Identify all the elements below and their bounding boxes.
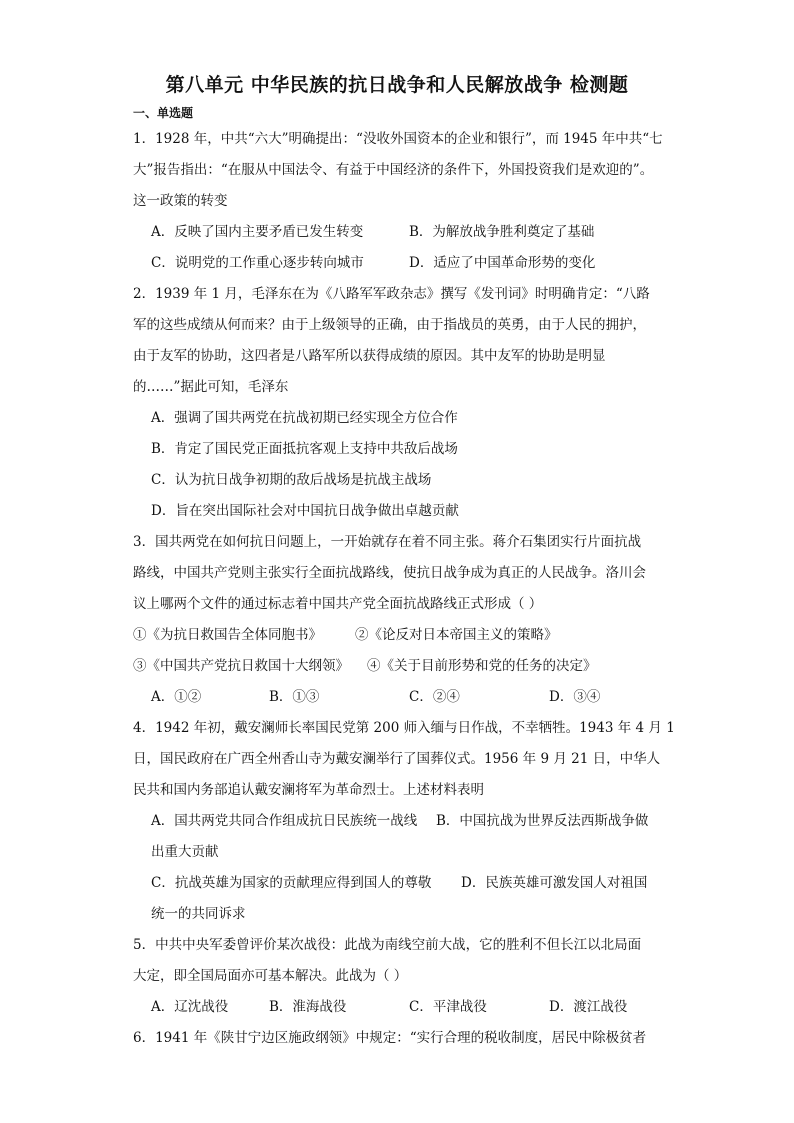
q2-line-1: 2．1939 年 1 月，毛泽东在为《八路军军政杂志》撰写《发刊词》时明确肯定：“八路 bbox=[133, 286, 650, 302]
q1-options-row-1 bbox=[133, 217, 663, 248]
q1-options-row-2 bbox=[133, 248, 663, 279]
q2-option-a[interactable]: A．强调了国共两党在抗战初期已经实现全方位合作 bbox=[151, 410, 458, 426]
q3-items-row-2 bbox=[133, 651, 663, 682]
q2-line-3: 由于友军的协助，这四者是八路军所以获得成绩的原因。其中友军的协助是明显 bbox=[133, 348, 606, 364]
q1-option-d[interactable]: D．适应了中国革命形势的变化 bbox=[409, 255, 596, 271]
q4-option-d-continued: 统一的共同诉求 bbox=[151, 906, 246, 922]
q1-option-a[interactable]: A．反映了国内主要矛盾已发生转变 bbox=[151, 224, 364, 240]
q3-item-4: ④《关于目前形势和党的任务的决定》 bbox=[367, 658, 597, 674]
q2-option-d[interactable]: D．旨在突出国际社会对中国抗日战争做出卓越贡献 bbox=[151, 503, 459, 519]
q5-options-row bbox=[133, 992, 663, 1023]
q4-options-row-2 bbox=[133, 868, 663, 899]
q3-item-3: ③《中国共产党抗日救国十大纲领》 bbox=[133, 658, 349, 674]
q5-option-a[interactable]: A．辽沈战役 bbox=[151, 999, 229, 1015]
question-list bbox=[133, 124, 675, 1054]
q3-option-d[interactable]: D．③④ bbox=[549, 689, 601, 705]
q3-line-2: 路线，中国共产党则主张实行全面抗战路线，使抗日战争成为真正的人民战争。洛川会 bbox=[133, 565, 646, 581]
q4-options-row-1 bbox=[133, 806, 663, 837]
q3-item-1: ①《为抗日救国告全体同胞书》 bbox=[133, 627, 322, 643]
q4-option-d[interactable]: D．民族英雄可激发国人对祖国 bbox=[461, 875, 648, 891]
q1-line-2: 大”报告指出：“在服从中国法令、有益于中国经济的条件下，外国投资我们是欢迎的”。 bbox=[133, 162, 654, 178]
q3-option-b[interactable]: B．①③ bbox=[269, 689, 320, 705]
q4-line-1: 4．1942 年初，戴安澜师长率国民党第 200 师入缅与日作战，不幸牺牲。1943 年 4 月 1 bbox=[133, 720, 675, 736]
q2-line-2: 军的这些成绩从何而来？由于上级领导的正确，由于指战员的英勇，由于人民的拥护， bbox=[133, 317, 646, 333]
page-title: 第八单元 中华民族的抗日战争和人民解放战争 检测题 bbox=[165, 74, 629, 96]
q3-items-row-1 bbox=[133, 620, 663, 651]
q5-option-d[interactable]: D．渡江战役 bbox=[549, 999, 628, 1015]
q3-item-2: ②《论反对日本帝国主义的策略》 bbox=[355, 627, 558, 643]
q4-line-2: 日，国民政府在广西全州香山寺为戴安澜举行了国葬仪式。1956 年 9 月 21 日，中华人 bbox=[133, 751, 661, 767]
q3-option-a[interactable]: A．①② bbox=[151, 689, 202, 705]
q1-option-b[interactable]: B．为解放战争胜利奠定了基础 bbox=[409, 224, 595, 240]
q4-option-b[interactable]: B．中国抗战为世界反法西斯战争做 bbox=[436, 813, 649, 829]
q1-option-c[interactable]: C．说明党的工作重心逐步转向城市 bbox=[151, 255, 364, 271]
q3-options-row bbox=[133, 682, 663, 713]
q3-option-c[interactable]: C．②④ bbox=[409, 689, 460, 705]
q6-line-1: 6．1941 年《陕甘宁边区施政纲领》中规定：“实行合理的税收制度，居民中除极贫者 bbox=[133, 1030, 647, 1046]
q1-line-3: 这一政策的转变 bbox=[133, 193, 228, 209]
q5-option-b[interactable]: B．淮海战役 bbox=[269, 999, 347, 1015]
q1-line-1: 1．1928 年，中共“六大”明确提出：“没收外国资本的企业和银行”，而 1945 年中共“七 bbox=[133, 131, 663, 147]
q2-option-c[interactable]: C．认为抗日战争初期的敌后战场是抗战主战场 bbox=[151, 472, 432, 488]
q3-line-3: 议上哪两个文件的通过标志着中国共产党全面抗战路线正式形成（ ） bbox=[133, 596, 543, 612]
q5-line-2: 大定，即全国局面亦可基本解决。此战为（ ） bbox=[133, 968, 408, 984]
q5-line-1: 5．中共中央军委曾评价某次战役：此战为南线空前大战，它的胜利不但长江以北局面 bbox=[133, 937, 642, 953]
q4-line-3: 民共和国内务部追认戴安澜将军为革命烈士。上述材料表明 bbox=[133, 782, 484, 798]
q4-option-a[interactable]: A．国共两党共同合作组成抗日民族统一战线 bbox=[151, 813, 418, 829]
q3-line-1: 3．国共两党在如何抗日问题上，一开始就存在着不同主张。蒋介石集团实行片面抗战 bbox=[133, 534, 642, 550]
section-heading: 一、单选题 bbox=[133, 106, 194, 120]
q2-line-4: 的……”据此可知，毛泽东 bbox=[133, 379, 289, 395]
q4-option-b-continued: 出重大贡献 bbox=[151, 844, 219, 860]
q5-option-c[interactable]: C．平津战役 bbox=[409, 999, 487, 1015]
q2-option-b[interactable]: B．肯定了国民党正面抵抗客观上支持中共敌后战场 bbox=[151, 441, 458, 457]
q4-option-c[interactable]: C．抗战英雄为国家的贡献理应得到国人的尊敬 bbox=[151, 875, 432, 891]
